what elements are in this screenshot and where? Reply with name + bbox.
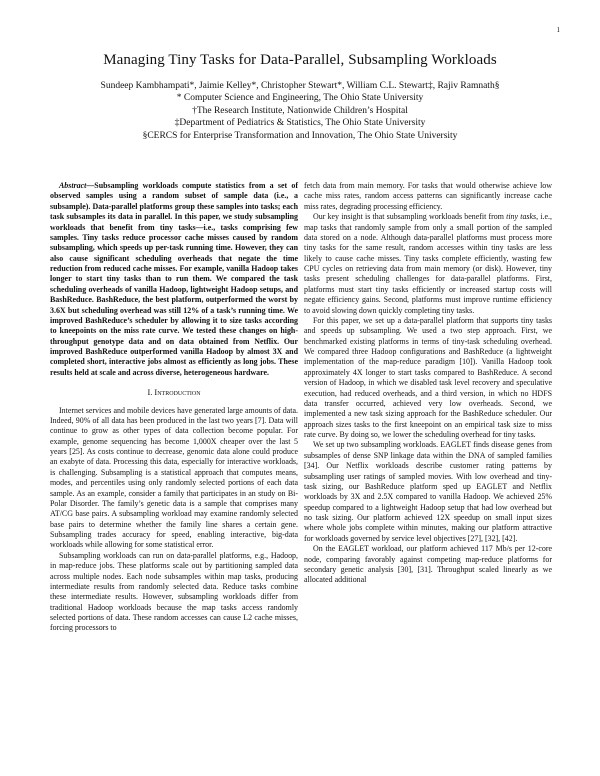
abstract-text: —Subsampling workloads compute statistics from a set of observed samples using a random subset of sample data (i.e., a subsample). Data-parallel platforms group these samples into tasks; each task subsamples its data in parallel. In this paper, we study subsampling workloads that benefit from tiny tasks—i.e., tasks comprising few samples. Tiny tasks reduce processor cache misses caused by random subsampling, which speeds up per-task running time. However, they can also cause significant scheduling overheads that negate the time reduction from reduced cache misses. For example, vanilla Hadoop takes longer to start tiny tasks than to run them. We compared the task scheduling overheads of vanilla Hadoop, lightweight Hadoop setups, and BashReduce. BashReduce, the best platform, outperformed the worst by 3.6X but scheduling overhead was still 12% of a task’s running time. We improved BashReduce’s scheduler by allowing it to size tasks according to kneepoints on the miss rate curve. We tested these changes on high-throughput genotype data and on data obtained from Netflix. Our improved BashReduce outperformed vanilla Hadoop by almost 3X and completed short, interactive jobs almost as efficiently as long jobs. These results held at scale and across diverse, heterogeneous hardware. xyxy=(50,181,298,377)
affiliation-cse: * Computer Science and Engineering, The Ohio State University xyxy=(176,93,424,104)
author-names: Sundeep Kambhampati*, Jaimie Kelley*, Christopher Stewart*, William C.L. Stewart‡, Rajiv Ramnath§ xyxy=(100,81,500,91)
author-block xyxy=(0,80,600,142)
affiliation-cercs: §CERCS for Enterprise Transformation and Innovation, The Ohio State University xyxy=(142,130,458,141)
paragraph: Internet services and mobile devices have generated large amounts of data. Indeed, 90% of all data has been produced in the last two years [7]. Data will continue to grow as other types of data collection become popular. For example, genome sequencing has become 1,000X cheaper over the last 5 years [25]. As costs continue to decrease, genomic data alone could produce an exabyte of data. Processing this data, especially for interactive workloads, is challenging. Subsampling is a statistical approach that computes means, modes, and percentiles using only randomly selected portions of each data sample. As an example, consider a family that participates in an study on Bi-Polar Disorder. The family’s genetic data is a sample that comprises many AT/CG base pairs. A subsampling workload may examine randomly selected base pairs to determine whether the family line shares a certain gene. Subsampling trades accuracy for speed, enabling interactive, big-data workloads while allowing for some statistical error. xyxy=(50,405,298,550)
right-column xyxy=(304,181,552,586)
paragraph: We set up two subsampling workloads. EAGLET finds disease genes from subsamples of dense SNP linkage data within the DNA of sampled families [34]. Our Netflix workloads describe customer rating patterns by subsampling user ratings of sampled movies. With low overhead and tiny-task sizing, our BashReduce platform sped up EAGLET and Netflix workloads by 3X and 2.5X compared to vanilla Hadoop. We achieved 25% speedup compared to a lightweight Hadoop setup that had low overhead but no task sizing. Our platform achieved 12X speedup on small input sizes where whole jobs complete within minutes, making our platform attractive for workloads governed by service level objectives [27], [32], [42]. xyxy=(304,440,552,543)
paper-title: Managing Tiny Tasks for Data-Parallel, Subsampling Workloads xyxy=(103,52,497,68)
paragraph: On the EAGLET workload, our platform achieved 117 Mb/s per 12-core node, comparing favorably against competing map-reduce platforms for secondary genetic analysis [30], [31]. Throughput scaled linearly as we allocated additional xyxy=(304,544,552,585)
paragraph: For this paper, we set up a data-parallel platform that supports tiny tasks and speeds up subsampling. We used a two step approach. First, we benchmarked existing platforms in terms of tiny-task scheduling overhead. We compared three Hadoop configurations and BashReduce (a lightweight implementation of the map-reduce paradigm [10]). Vanilla Hadoop took approximately 4X longer to start tasks compared to BashReduce. A second version of Hadoop, in which we disabled task level recovery and speculative execution, had reduced overheads, and a third version, in which no HDFS data transfer occurred, achieved very low overheads. Second, we implemented a new task sizing approach for the BashReduce scheduler. Our approach sizes tasks to the first kneepoint on an empirical task size to miss rate curve. By doing so, we lower the scheduling overhead for tiny tasks. xyxy=(304,315,552,439)
left-column xyxy=(50,181,298,634)
section-heading-introduction: I. Introduction xyxy=(147,388,201,398)
paragraph: fetch data from main memory. For tasks that would otherwise achieve low cache miss rates, random access patterns can significantly increase cache miss rates, degrading processing efficiency. xyxy=(304,181,552,211)
paragraph: Subsampling workloads can run on data-parallel platforms, e.g., Hadoop, in map-reduce jobs. These platforms scale out by partitioning sampled data across multiple nodes. Each node subsamples within map tasks, producing intermediate results from randomly selected data. Reduce tasks combine these intermediate results. However, subsampling workloads differ from traditional Hadoop workloads because the map tasks access randomly selected portions of data. These random accesses can cause L2 cache misses, forcing processors to xyxy=(50,550,298,633)
abstract-label: Abstract xyxy=(59,181,87,190)
paragraph-text: Our key insight is that subsampling workloads benefit from xyxy=(313,212,507,222)
emphasis-tiny-tasks: tiny tasks xyxy=(506,212,537,222)
paragraph xyxy=(304,212,552,316)
abstract xyxy=(50,181,298,378)
affiliation-research-institute: †The Research Institute, Nationwide Children’s Hospital xyxy=(192,105,408,116)
paragraph-text: , i.e., map tasks that randomly sample from only a small portion of the sampled data stored on a node. Although data-parallel platforms must process more tiny tasks for the same result, random accesses within tiny tasks are less likely to cause cache misses. Tiny tasks complete efficiently, wasting few CPU cycles on retrieving data from main memory (or disk). However, tiny tasks present scheduling challenges for data-parallel platforms. First, platforms must start tiny tasks efficiently or increased startup costs will negate efficiency gains. Second, platforms must improve runtime efficiency to avoid slowing down quickly completing tiny tasks. xyxy=(304,212,552,315)
page-number: 1 xyxy=(556,26,560,34)
affiliation-pediatrics: ‡Department of Pediatrics & Statistics, The Ohio State University xyxy=(174,118,426,129)
